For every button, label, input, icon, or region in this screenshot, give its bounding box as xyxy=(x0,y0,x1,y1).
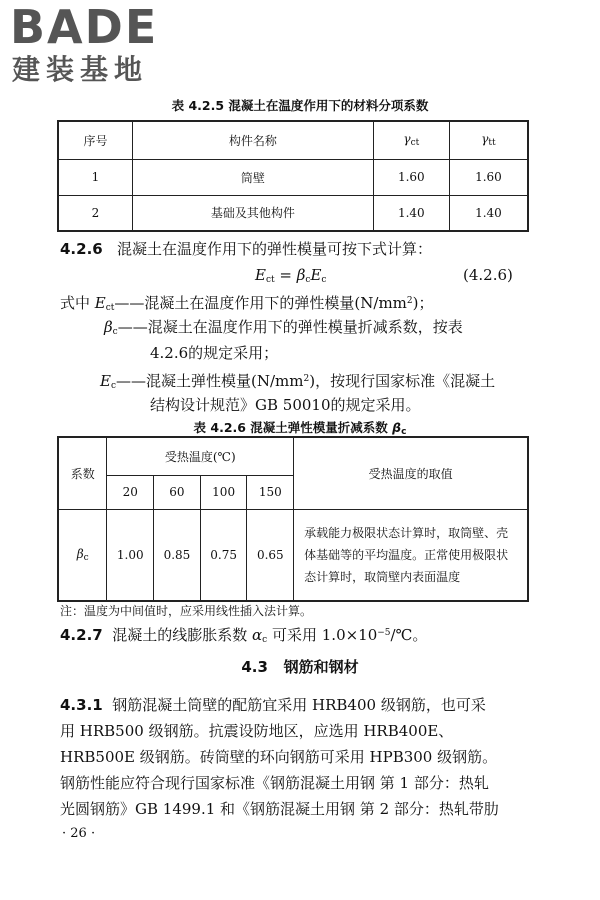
section-4-3-1 xyxy=(60,692,550,822)
paragraph-line: 用 HRB500 级钢筋。抗震设防地区，应选用 HRB400E、 xyxy=(60,722,454,740)
table-cell: 1.60 xyxy=(449,159,528,195)
header-cell: 受热温度的取值 xyxy=(294,437,528,509)
paragraph-line: 钢筋性能应符合现行国家标准《钢筋混凝土用钢 第 1 部分：热轧 xyxy=(60,774,489,792)
table-cell: 1 xyxy=(58,159,132,195)
where-line-3b: 结构设计规范》GB 50010的规定采用。 xyxy=(150,396,421,414)
section-4-2-7: 4.2.7 混凝土的线膨胀系数 $\alpha_c$ 可采用 $1.0\times 10^{-5}/℃$。 xyxy=(60,626,428,645)
table-cell: 筒壁 xyxy=(132,159,373,195)
section-number: 4.3.1 xyxy=(60,696,103,714)
brand-subtitle: 建装基地 xyxy=(12,53,149,86)
where-line-1: 式中 $E_{ct}——$混凝土在温度作用下的弹性模量$(N/mm^2)$； xyxy=(60,294,434,313)
table-426-caption: 表 4.2.6 混凝土弹性模量折减系数 $\beta_c$ xyxy=(193,420,407,437)
header-cell: 构件名称 xyxy=(132,121,373,159)
table-header-row xyxy=(58,121,528,159)
table-row xyxy=(58,509,528,601)
table-cell: 1.60 xyxy=(373,159,449,195)
table-row xyxy=(58,195,528,231)
temp-cell: 150 xyxy=(247,475,294,509)
formula-number: (4.2.6) xyxy=(463,266,513,284)
header-cell: 序号 xyxy=(58,121,132,159)
table-cell: 1.40 xyxy=(449,195,528,231)
table-cell: 1.40 xyxy=(373,195,449,231)
paragraph-line: 光圆钢筋》GB 1499.1 和《钢筋混凝土用钢 第 2 部分：热轧带肋 xyxy=(60,800,499,818)
section-4-2-6 xyxy=(60,236,550,262)
brand-logo: BADE xyxy=(10,0,159,54)
table-cell: 0.75 xyxy=(200,509,247,601)
description-cell xyxy=(294,509,528,601)
row-label: $\beta_c$ xyxy=(58,509,107,601)
table-cell: 1.00 xyxy=(107,509,154,601)
section-title: 钢筋和钢材 xyxy=(283,658,359,676)
table-cell: 0.65 xyxy=(247,509,294,601)
section-number: 4.2.7 xyxy=(60,626,103,644)
where-line-2: $\beta_c——$混凝土在温度作用下的弹性模量折减系数，按表 xyxy=(104,318,463,337)
header-cell: $\gamma_{tt}$ xyxy=(449,121,528,159)
section-number: 4.3 xyxy=(241,658,268,676)
desc-line: 体基础等的平均温度。正常使用极限状 xyxy=(304,547,509,562)
section-text: 混凝土在温度作用下的弹性模量可按下式计算： xyxy=(117,240,433,258)
page-number: · 26 · xyxy=(62,826,96,841)
desc-line: 态计算时，取筒壁内表面温度 xyxy=(304,569,461,584)
desc-line: 承载能力极限状态计算时，取筒壁、壳 xyxy=(304,525,509,540)
header-cell: $\gamma_{ct}$ xyxy=(373,121,449,159)
where-line-3: $E_c——$混凝土弹性模量$(N/mm^2)$，按现行国家标准《混凝土 xyxy=(100,372,496,391)
header-cell: 受热温度(℃) xyxy=(107,437,294,475)
table-426 xyxy=(57,436,529,602)
table-row xyxy=(58,159,528,195)
paragraph-line: HRB500E 级钢筋。砖筒壁的环向钢筋可采用 HPB300 级钢筋。 xyxy=(60,748,498,766)
table-425 xyxy=(57,120,529,232)
temp-cell: 60 xyxy=(154,475,201,509)
line-text: 钢筋混凝土筒壁的配筋宜采用 HRB400 级钢筋，也可采 xyxy=(112,696,486,714)
header-cell: 系数 xyxy=(58,437,107,509)
where-line-2b: 4.2.6的规定采用； xyxy=(150,344,279,362)
temp-cell: 100 xyxy=(200,475,247,509)
table-426-caption-text: 表 4.2.6 混凝土弹性模量折减系数 xyxy=(193,420,393,435)
section-4-3-heading xyxy=(0,656,600,677)
table-cell: 0.85 xyxy=(154,509,201,601)
formula: $E_{ct} = \beta_cE_c$ xyxy=(255,266,327,285)
paragraph-line xyxy=(60,692,550,718)
table-425-caption: 表 4.2.5 混凝土在温度作用下的材料分项系数 xyxy=(171,98,429,113)
section-number: 4.2.6 xyxy=(60,240,103,258)
table-note: 注：温度为中间值时，应采用线性插入法计算。 xyxy=(60,604,313,618)
table-cell: 2 xyxy=(58,195,132,231)
table-cell: 基础及其他构件 xyxy=(132,195,373,231)
temp-cell: 20 xyxy=(107,475,154,509)
